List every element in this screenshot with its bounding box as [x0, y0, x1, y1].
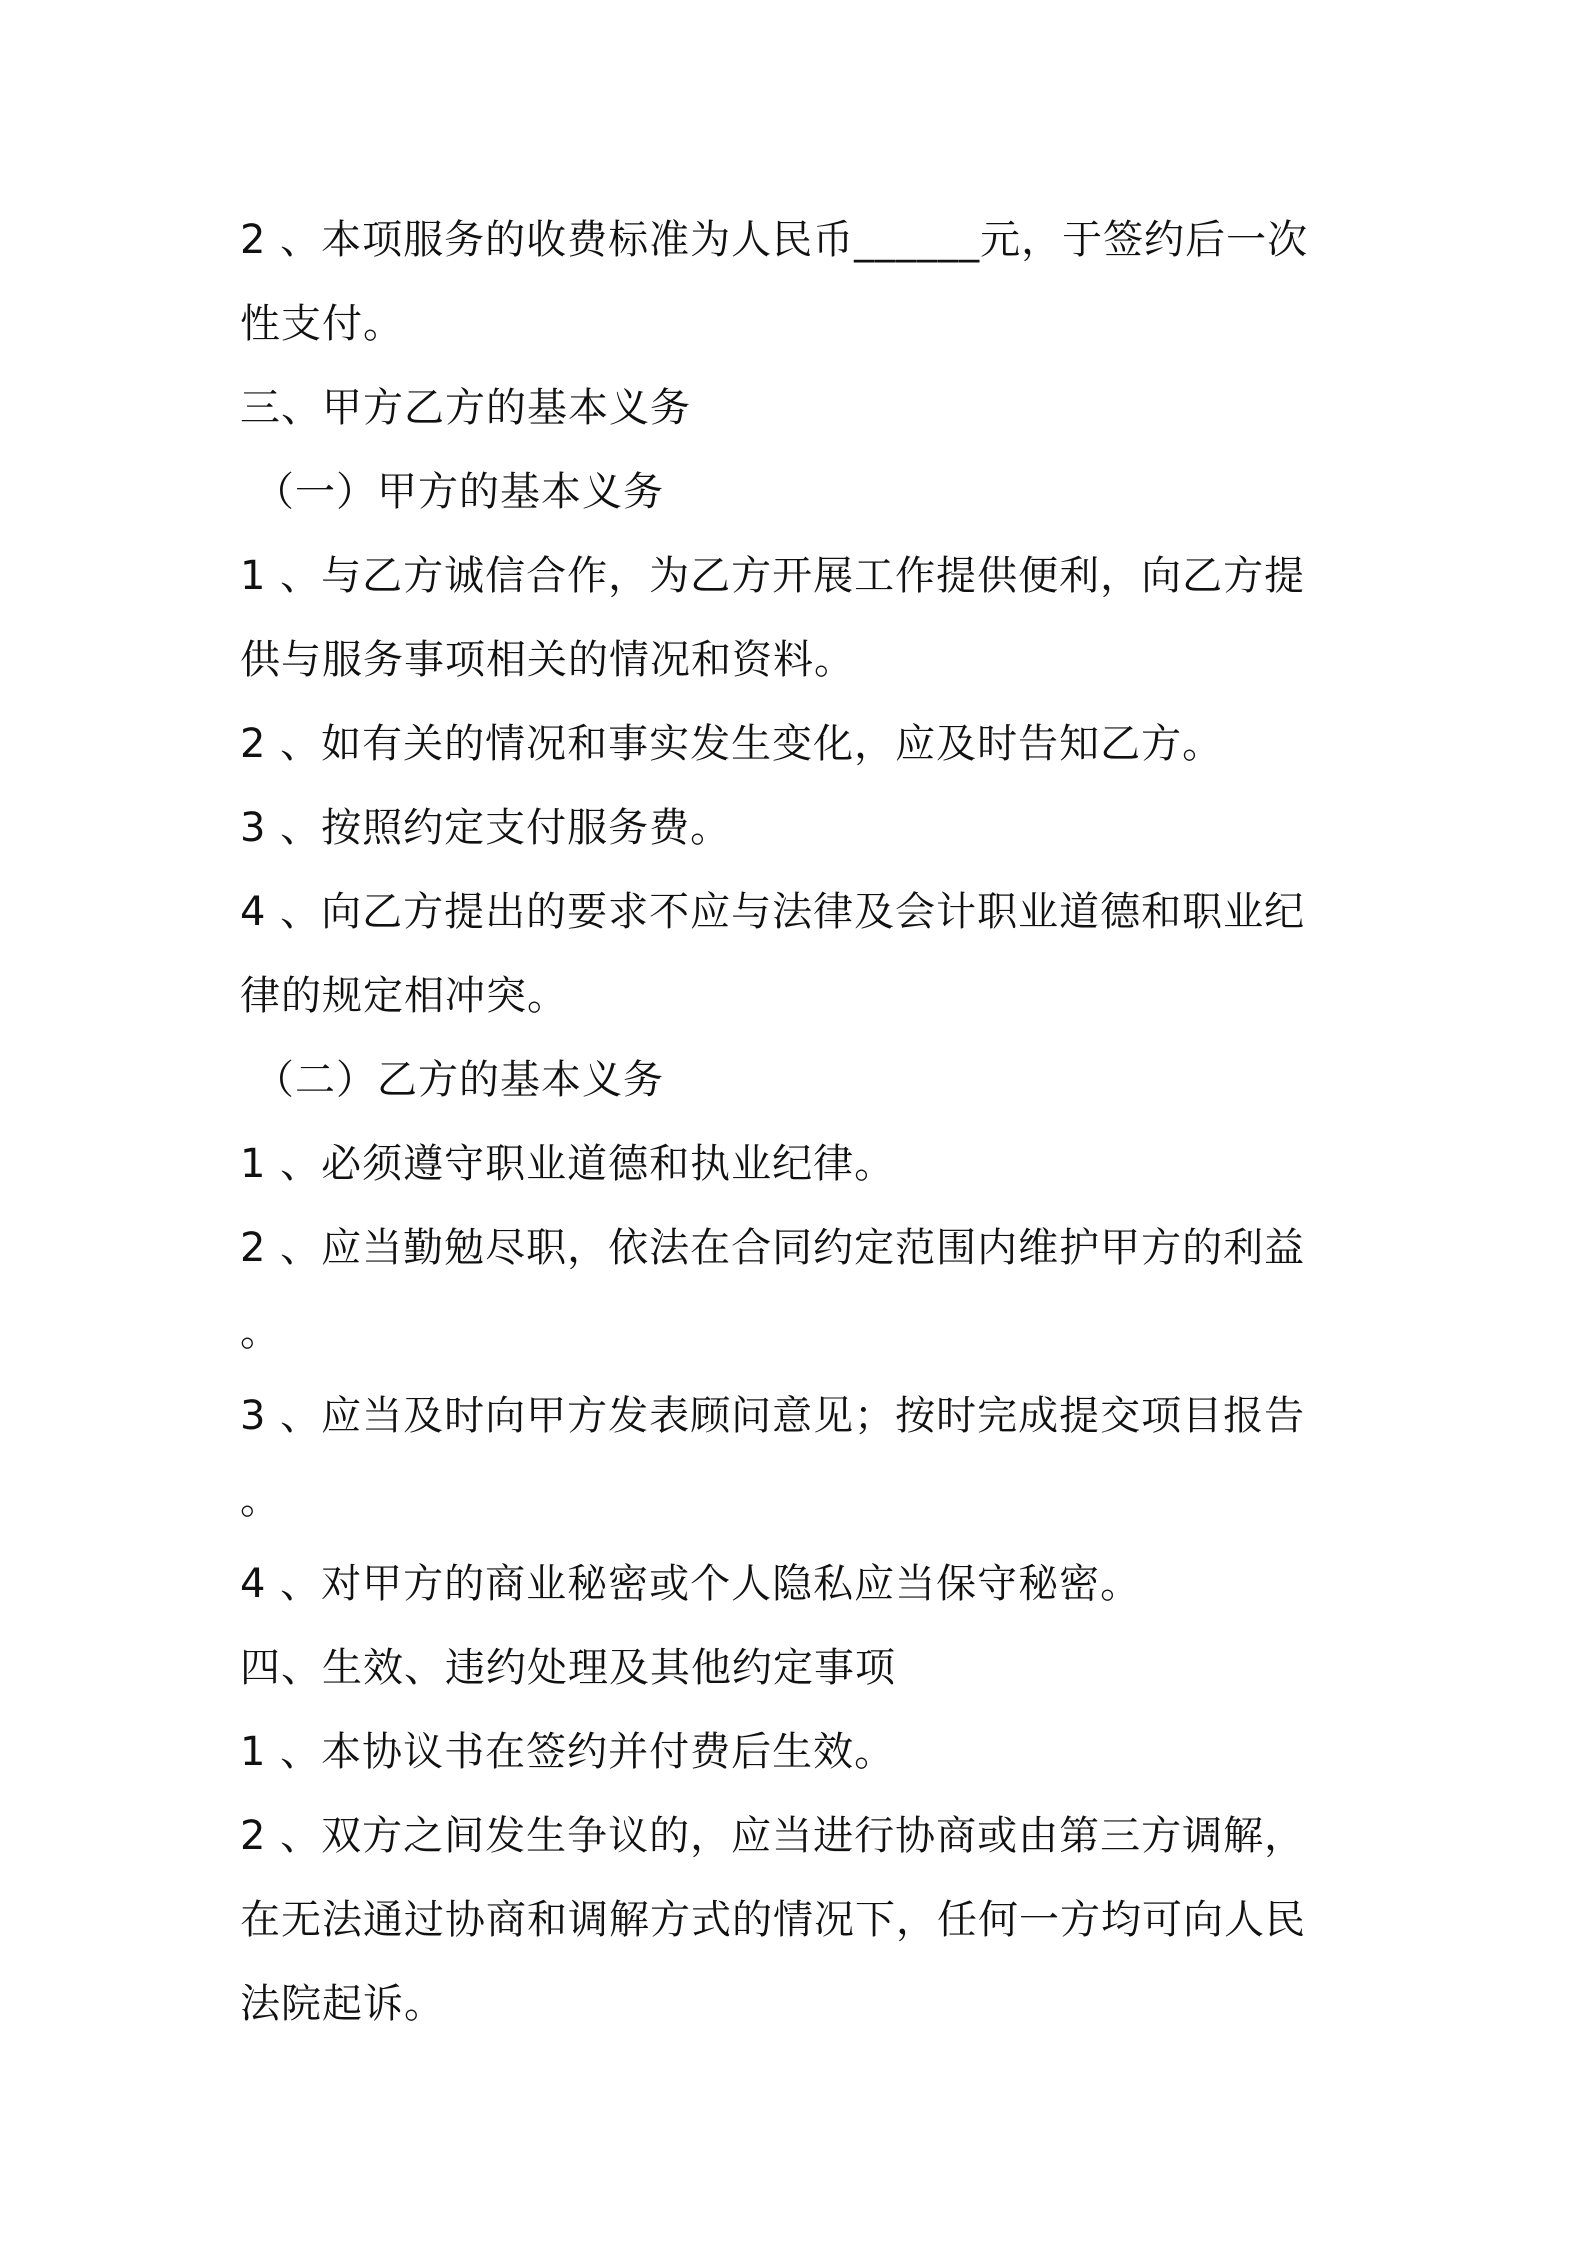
party-b-item-4: 4 、对甲方的商业秘密或个人隐私应当保守秘密。 — [240, 1561, 1142, 1607]
party-b-item-2-line-1: 2 、应当勤勉尽职，依法在合同约定范围内维护甲方的利益 — [240, 1225, 1306, 1271]
party-a-item-1-line-1: 1 、与乙方诚信合作，为乙方开展工作提供便利，向乙方提 — [240, 553, 1306, 599]
fee-clause-line-1: 2 、本项服务的收费标准为人民币______元，于签约后一次 — [240, 217, 1309, 263]
party-b-item-2-line-2: 。 — [240, 1309, 281, 1355]
party-a-item-2: 2 、如有关的情况和事实发生变化，应及时告知乙方。 — [240, 721, 1224, 767]
subsection-heading-party-b: （二）乙方的基本义务 — [254, 1057, 664, 1103]
effect-item-2-line-1: 2 、双方之间发生争议的，应当进行协商或由第三方调解， — [240, 1813, 1306, 1859]
fee-clause-line-2: 性支付。 — [240, 301, 404, 347]
effect-item-2-line-3: 法院起诉。 — [240, 1981, 445, 2027]
party-a-item-4-line-1: 4 、向乙方提出的要求不应与法律及会计职业道德和职业纪 — [240, 889, 1306, 935]
party-b-item-1: 1 、必须遵守职业道德和执业纪律。 — [240, 1141, 896, 1187]
effect-item-2-line-2: 在无法通过协商和调解方式的情况下，任何一方均可向人民 — [240, 1897, 1306, 1943]
party-b-item-3-line-2: 。 — [240, 1477, 281, 1523]
party-a-item-3: 3 、按照约定支付服务费。 — [240, 805, 732, 851]
effect-item-1: 1 、本协议书在签约并付费后生效。 — [240, 1729, 896, 1775]
party-a-item-1-line-2: 供与服务事项相关的情况和资料。 — [240, 637, 855, 683]
party-a-item-4-line-2: 律的规定相冲突。 — [240, 973, 568, 1019]
section-heading-effect: 四、生效、违约处理及其他约定事项 — [240, 1645, 896, 1691]
document-body — [240, 198, 1360, 2046]
subsection-heading-party-a: （一）甲方的基本义务 — [254, 469, 664, 515]
party-b-item-3-line-1: 3 、应当及时向甲方发表顾问意见；按时完成提交项目报告 — [240, 1393, 1306, 1439]
section-heading-obligations: 三、甲方乙方的基本义务 — [240, 385, 691, 431]
